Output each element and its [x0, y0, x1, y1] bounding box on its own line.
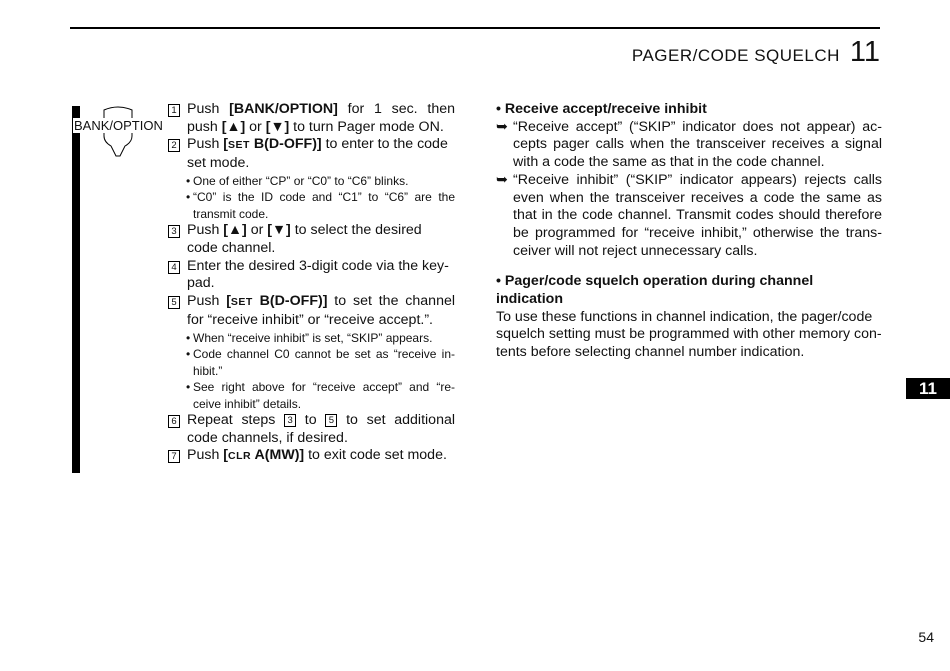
step-7: 7 Push [CLR A(MW)] to exit code set mode.: [168, 447, 455, 466]
step-number: 2: [168, 139, 180, 152]
chapter-number: 11: [849, 36, 880, 68]
step-note: • When “receive inhibit” is set, “SKIP” appears.: [168, 330, 455, 347]
header-rule: [70, 27, 880, 29]
item-text: “Receive inhibit” (“SKIP” indicator appears) rejects calls even when the transceiver receives a code the same as that in the code channel. Transmit codes should therefore be programmed for “receive inhibit,” otherwise the trans-ceiver will not reject unnecessary calls.: [513, 171, 882, 259]
step-number: 6: [168, 415, 180, 428]
step-4: 4 Enter the desired 3-digit code via the key-pad.: [168, 258, 455, 293]
chapter-tab: 11: [906, 378, 950, 399]
step-6: 6 Repeat steps 3 to 5 to set additional code channels, if desired.: [168, 412, 455, 447]
receive-accept-item: [496, 119, 882, 172]
channel-indication-heading: • Pager/code squelch operation during channel indication: [496, 273, 814, 308]
info-column: [496, 101, 882, 362]
receive-heading: • Receive accept/receive inhibit: [496, 101, 707, 117]
step-number: 3: [168, 225, 180, 238]
side-marker-bar: [72, 106, 80, 473]
step-number: 7: [168, 450, 180, 463]
step-number: 5: [168, 296, 180, 309]
page-header: [632, 36, 880, 69]
arrow-icon: ➥: [496, 171, 508, 188]
step-note: • Code channel C0 cannot be set as “receive in-hibit.”: [168, 346, 455, 379]
steps-column: [168, 101, 455, 466]
item-text: “Receive accept” (“SKIP” indicator does not appear) ac-cepts pager calls when the transceiver receives a signal with a code the same as that in the code channel.: [513, 118, 882, 171]
step-note: • See right above for “receive accept” and “re-ceive inhibit” details.: [168, 379, 455, 412]
section-title: PAGER/CODE SQUELCH: [631, 46, 840, 65]
step-note: • “C0” is the ID code and “C1” to “C6” are the transmit code.: [168, 189, 455, 222]
step-note: • One of either “CP” or “C0” to “C6” blinks.: [168, 173, 455, 190]
channel-indication-paragraph: To use these functions in channel indication, the pager/code squelch setting must be programmed with other memory con-tents before selecting channel number indication.: [496, 308, 882, 361]
key-label: BANK/OPTION: [74, 118, 163, 133]
step-number: 1: [168, 104, 180, 117]
step-2: 2 Push [SET B(D-OFF)] to enter to the code set mode.: [168, 136, 455, 172]
step-5: 5 Push [SET B(D-OFF)] to set the channel for “receive inhibit” or “receive accept.”.: [168, 293, 455, 329]
page-number: 54: [918, 629, 934, 645]
step-number: 4: [168, 261, 180, 274]
arrow-icon: ➥: [496, 118, 508, 135]
step-1: 1 Push [BANK/OPTION] for 1 sec. then push [▲] or [▼] to turn Pager mode ON.: [168, 101, 455, 136]
step-3: 3 Push [▲] or [▼] to select the desired code channel.: [168, 222, 455, 257]
receive-inhibit-item: [496, 172, 882, 261]
